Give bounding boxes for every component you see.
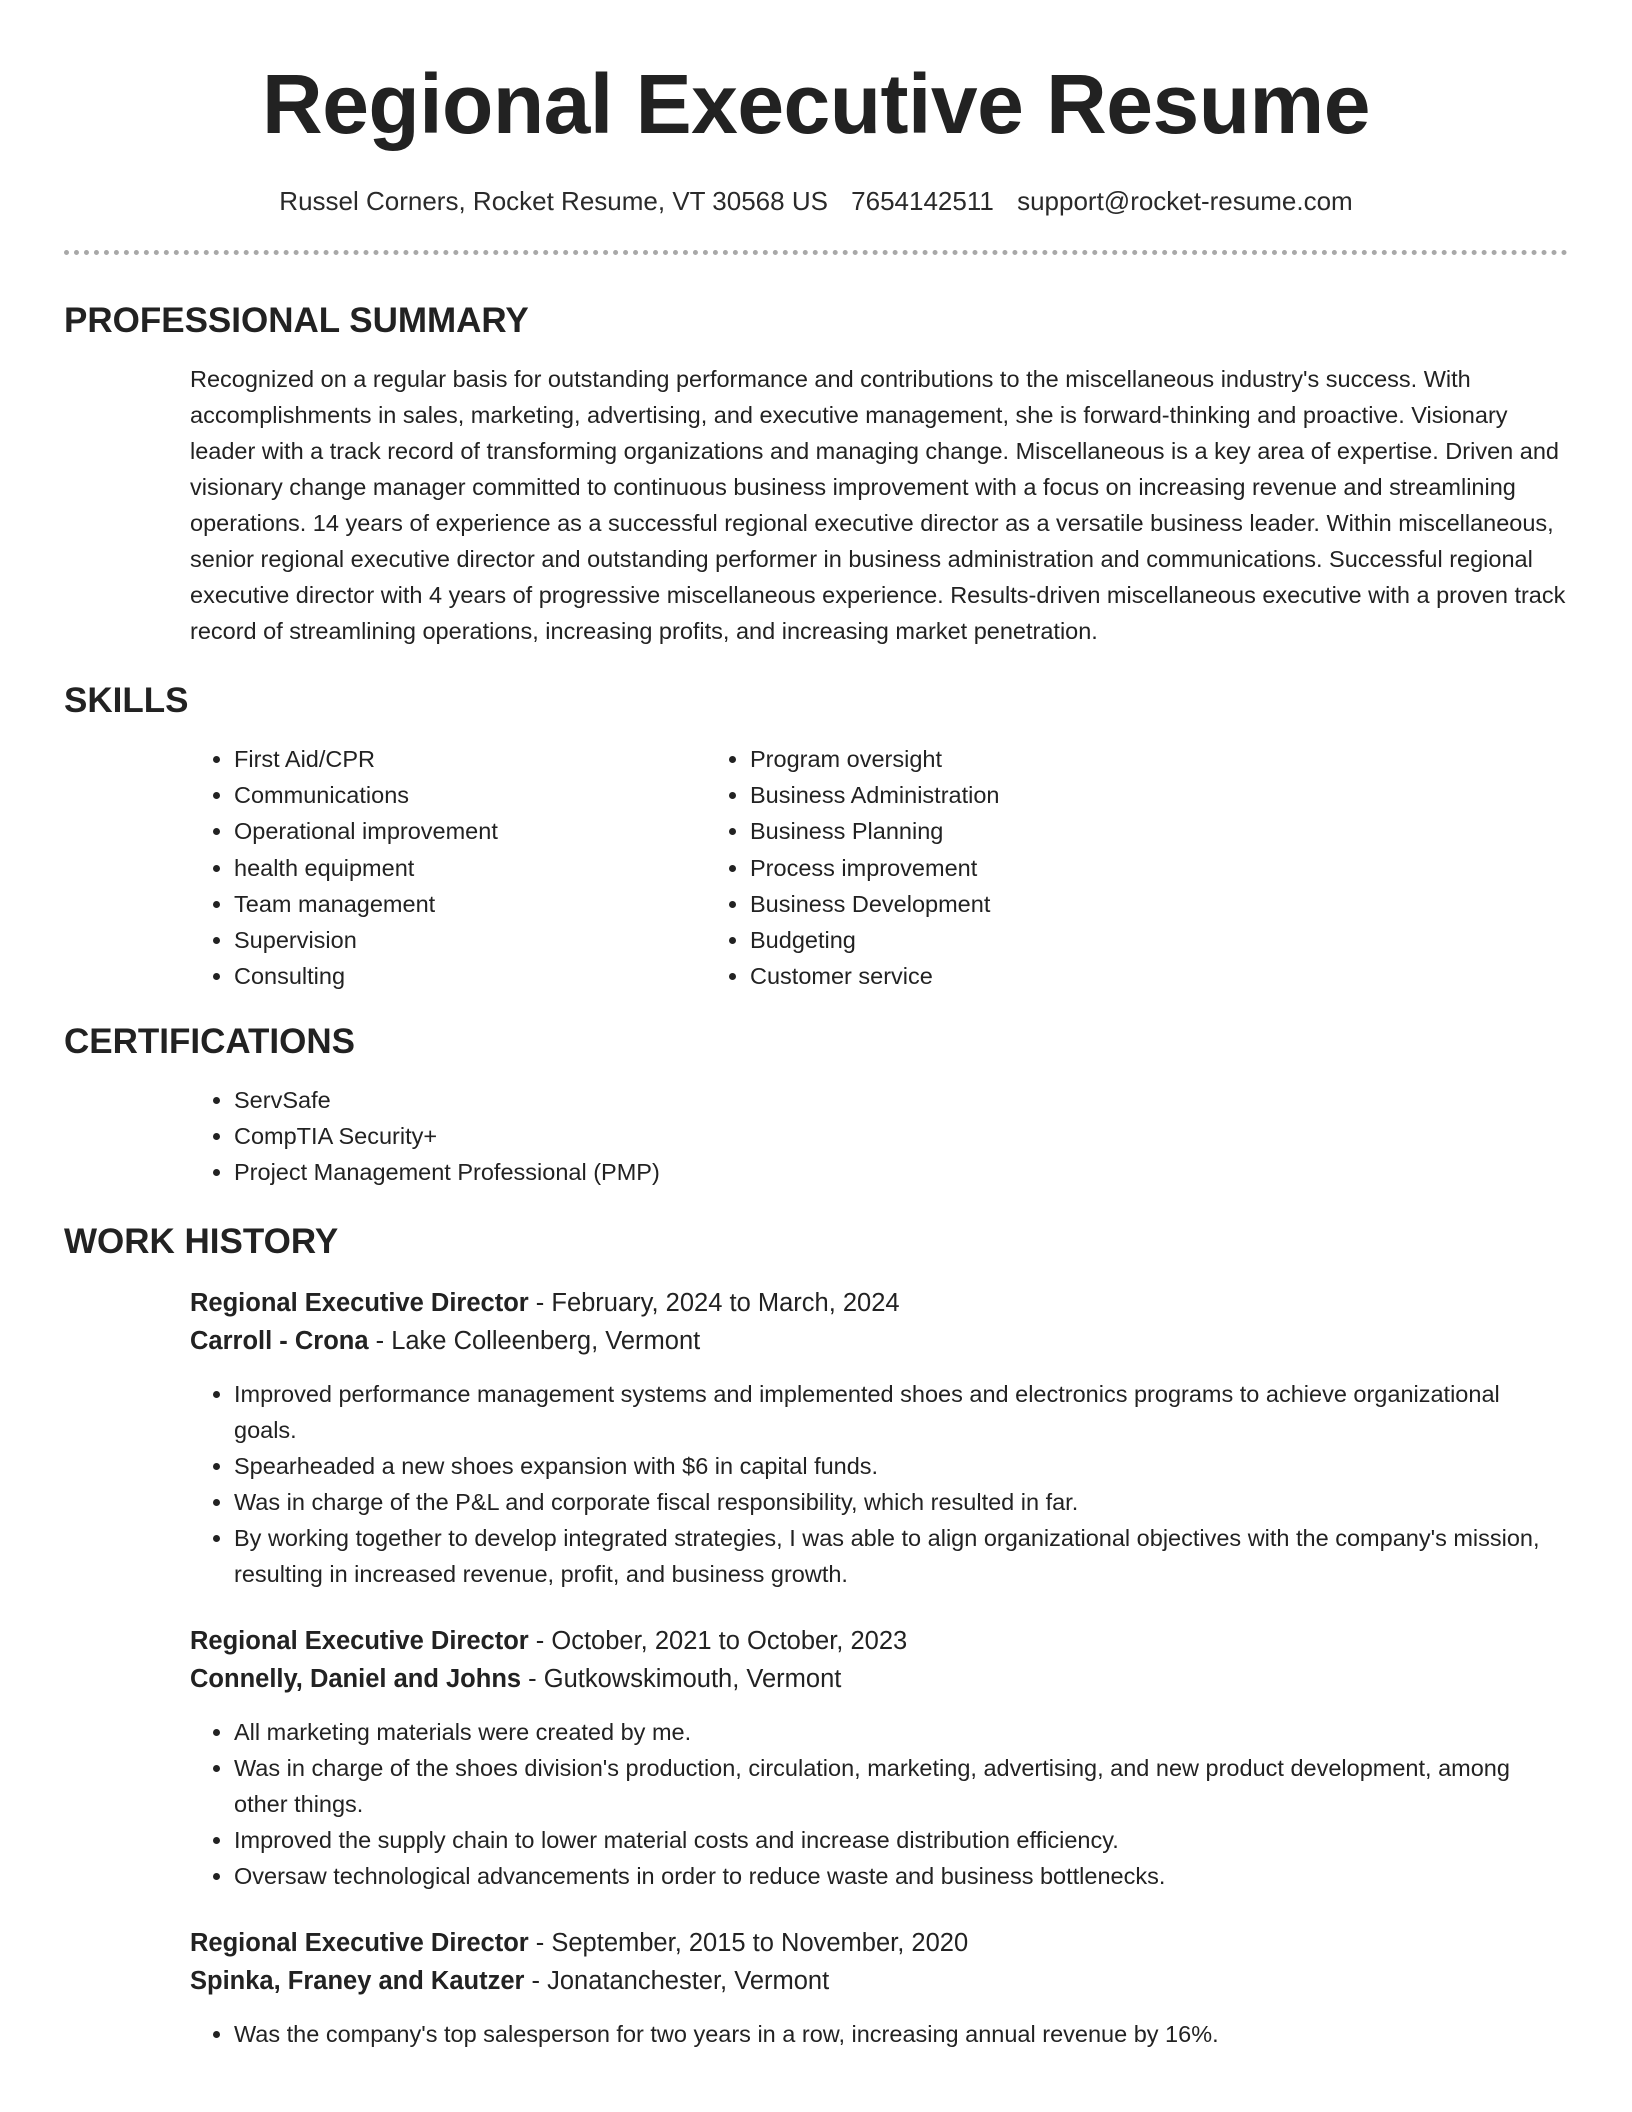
header-divider [64,250,1568,255]
skill-item: • Business Administration [750,777,999,813]
job-title: Regional Executive Director [190,1627,529,1656]
job-title-line [190,1924,1568,1962]
skill-item: • Supervision [234,922,744,958]
job-bullet: • Oversaw technological advancements in order to reduce waste and business bottlenecks. [234,1858,1568,1894]
skill-item: • Business Planning [750,813,999,849]
contact-email: support@rocket-resume.com [1017,186,1353,216]
job-bullet: • Was in charge of the P&L and corporate fiscal responsibility, which resulted in far. [234,1484,1568,1520]
certifications-heading: CERTIFICATIONS [64,1022,356,1062]
job-bullet-list [64,2016,1568,2052]
job-entry [64,1284,1568,1592]
job-title-line [190,1284,1568,1322]
job-bullet: • Spearheaded a new shoes expansion with $6 in capital funds. [234,1448,1568,1484]
job-title: Regional Executive Director [190,1929,529,1958]
job-bullet: • By working together to develop integrated strategies, I was able to align organizational objectives with the company's mission, resulting in increased revenue, profit, and business growth. [234,1520,1568,1592]
job-bullet: • Improved performance management systems and implemented shoes and electronics programs to achieve organizational goals. [234,1376,1568,1448]
job-entry [64,1924,1568,2052]
contact-line [64,184,1568,218]
job-bullet: • Was in charge of the shoes division's production, circulation, marketing, advertising, and new product development, among other things. [234,1750,1568,1822]
skill-item: • Communications [234,777,744,813]
job-bullet: • Improved the supply chain to lower material costs and increase distribution efficiency. [234,1822,1568,1858]
job-bullet-list [64,1376,1568,1592]
certification-item: • Project Management Professional (PMP) [234,1154,1568,1190]
skill-item: • Business Development [750,886,999,922]
job-company: Connelly, Daniel and Johns [190,1665,522,1694]
skill-item: • Operational improvement [234,813,744,849]
work-history-heading: WORK HISTORY [64,1222,339,1262]
certification-item: • CompTIA Security+ [234,1118,1568,1154]
skills-heading: SKILLS [64,681,189,720]
contact-phone: 7654142511 [851,186,994,216]
job-entry [64,1622,1568,1894]
job-title: Regional Executive Director [190,1289,529,1318]
resume-title: Regional Executive Resume [262,57,1370,151]
job-bullet-list [64,1714,1568,1894]
certifications-list [64,1082,1568,1190]
job-bullet: • Was the company's top salesperson for two years in a row, increasing annual revenue by 16%. [234,2016,1568,2052]
skill-item: • Program oversight [750,741,999,777]
job-company-line [190,1962,1568,2000]
summary-text: Recognized on a regular basis for outstanding performance and contributions to the miscellaneous industry's success. With accomplishments in sales, marketing, advertising, and executive management, she is forward-thinking and proactive. Visionary leader with a track record of transforming organizations and managing change. Miscellaneous is a key area of expertise. Driven and visionary change manager committed to continuous business improvement with a focus on increasing revenue and streamlining operations. 14 years of experience as a successful regional executive director as a versatile business leader. Within miscellaneous, senior regional executive director and outstanding performer in business administration and communications. Successful regional executive director with 4 years of progressive miscellaneous experience. Results-driven miscellaneous executive with a proven track record of streamlining operations, increasing profits, and increasing market penetration. [190,366,1566,644]
job-company: Carroll - Crona [190,1327,369,1356]
skill-item: • Process improvement [750,850,999,886]
job-company-line [190,1322,1568,1360]
skill-item: • health equipment [234,850,744,886]
job-location: - Lake Colleenberg, Vermont [368,1327,701,1356]
certification-item: • ServSafe [234,1082,1568,1118]
job-location: - Gutkowskimouth, Vermont [521,1665,842,1694]
job-bullet: • All marketing materials were created by me. [234,1714,1568,1750]
skill-item: • Customer service [750,958,999,994]
resume-page [64,0,1568,2052]
contact-address: Russel Corners, Rocket Resume, VT 30568 US [279,186,828,216]
job-title-line [190,1622,1568,1660]
skill-item: • Team management [234,886,744,922]
skills-column-left [64,741,744,994]
skill-item: • First Aid/CPR [234,741,744,777]
job-dates: - October, 2021 to October, 2023 [528,1627,908,1656]
job-company: Spinka, Franey and Kautzer [190,1967,525,1996]
skills-list [64,741,1568,994]
skill-item: • Budgeting [750,922,999,958]
job-dates: - September, 2015 to November, 2020 [528,1929,969,1958]
skills-column-right [744,741,999,994]
job-company-line [190,1660,1568,1698]
skill-item: • Consulting [234,958,744,994]
summary-heading: PROFESSIONAL SUMMARY [64,301,529,340]
job-dates: - February, 2024 to March, 2024 [528,1289,900,1318]
job-location: - Jonatanchester, Vermont [524,1967,830,1996]
